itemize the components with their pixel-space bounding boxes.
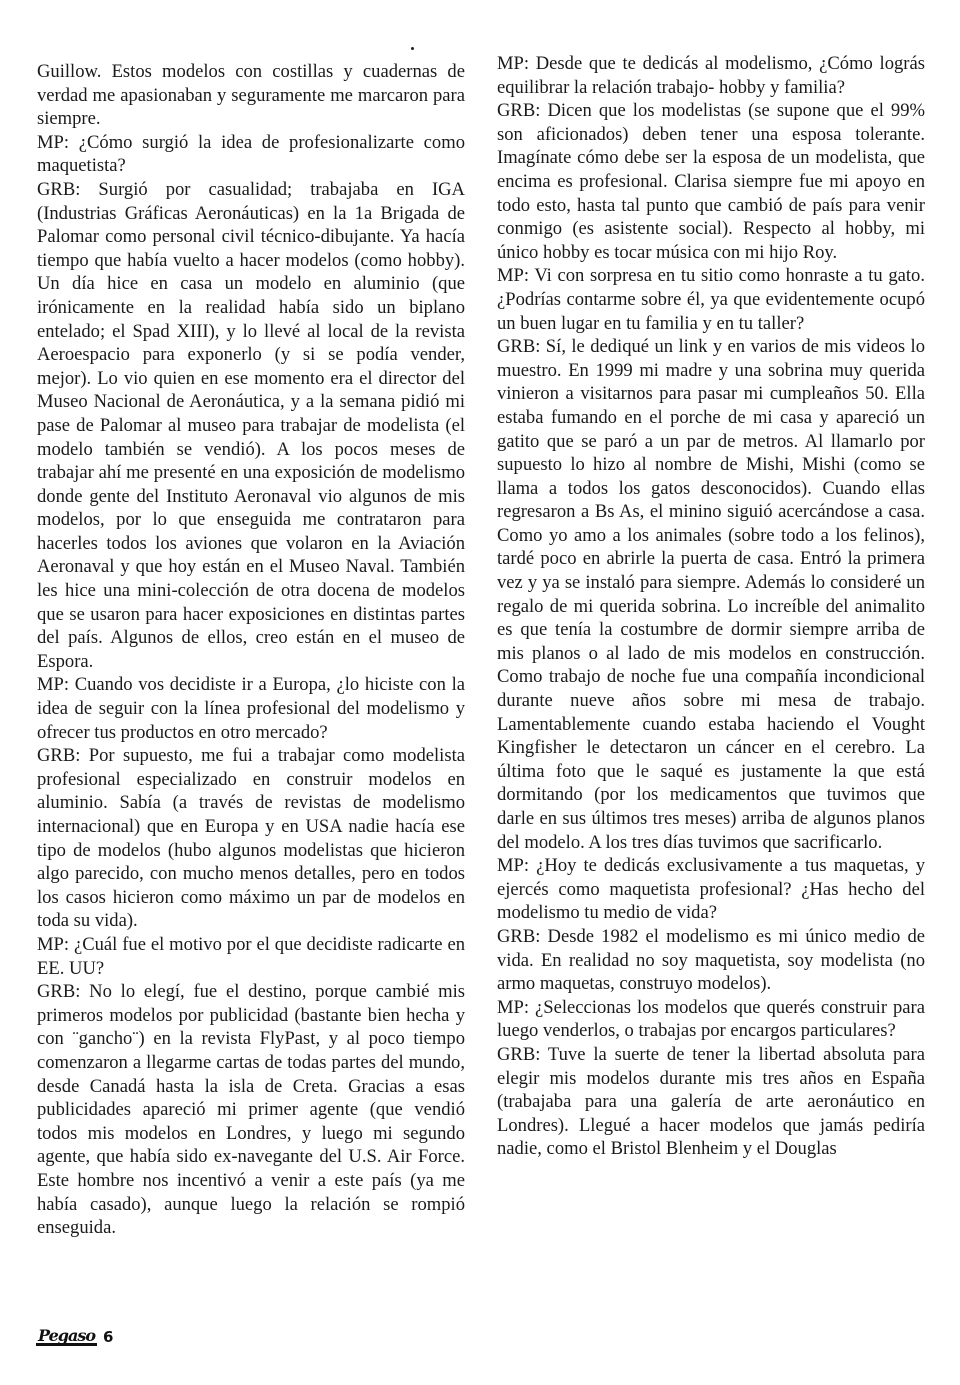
right-text-column	[497, 52, 925, 1161]
interviewee-answer: GRB: No lo elegí, fue el destino, porque cambié mis primeros modelos por publicidad (bastante bien hecha y con ¨gancho¨) en la revista FlyPast, y al poco tiempo comenzaron a llegarme cartas de todas partes del mundo, desde Canadá hasta la isla de Creta. Gracias a esas publicidades apareció mi primer agente (que vendió todos mis modelos en Londres, y luego mi segundo agente, que había sido ex-navegante del U.S. Air Force. Este hombre nos incentivó a venir a este país (ya me había casado), aunque luego la relación se rompió enseguida.	[37, 981, 465, 1239]
interviewee-answer: GRB: Dicen que los modelistas (se supone que el 99% son aficionados) deben tener una esposa tolerante. Imagínate cómo debe ser la esposa de un modelista, que encima es profesional. Clarisa siempre fue mi apoyo en todo esto, hasta tal punto que cambió de país para venir conmigo (es asistente social). Respecto al hobby, mi único hobby es tocar música con mi hijo Roy.	[497, 100, 925, 263]
interviewer-question: MP: ¿Hoy te dedicás exclusivamente a tus maquetas, y ejercés como maquetista profesional? ¿Has hecho del modelismo tu medio de vida?	[497, 855, 925, 924]
page-footer	[36, 1325, 114, 1346]
interviewee-answer: GRB: Sí, le dediqué un link y en varios de mis videos lo muestro. En 1999 mi madre y una sobrina muy querida vinieron a visitarnos para pasar mi cumpleaños 50. Ella estaba fumando en el porche de mi casa y apareció un gatito que se paró a un par de metros. Al llamarlo por supuesto lo hizo al nombre de Mishi, Mishi (como se llama a todos los gatos desconocidos). Cuando ellas regresaron a Bs As, el minino siguió acercándose a casa. Como yo amo a los animales (sobre todo a los felinos), tardé poco en abrirle la puerta de casa. Entró la primera vez y ya se instaló para siempre. Además lo consideré un regalo de mi querida sobrina. Lo increíble del animalito es que tenía la costumbre de dormir siempre arriba de mis planos o al lado de mis modelos en construcción. Como trabajo de noche fue una compañía incondicional durante nueve años sobre mi mesa de trabajo. Lamentablemente cuando estaba haciendo el Vought Kingfisher le detectaron un cáncer en el cerebro. La última foto que le saqué es justamente la que está dormitando (por los medicamentos que tuvimos que darle en sus últimos tres meses) arriba de algunos planos del modelo. A los tres días tuvimos que sacrificarlo.	[497, 336, 925, 853]
magazine-logo: Pegaso	[38, 1325, 96, 1345]
interviewee-answer: GRB: Tuve la suerte de tener la libertad absoluta para elegir mis modelos durante mis tres años en España (trabajaba para una galería de arte aeronáutico en Londres). Llegué a hacer modelos que jamás pediría nadie, como el Bristol Blenheim y el Douglas	[497, 1043, 925, 1160]
paragraph: Guillow. Estos modelos con costillas y cuadernas de verdad me apasionaban y seguramente me marcaron para siempre.	[37, 61, 465, 130]
interviewer-question: MP: ¿Cuál fue el motivo por el que decidiste radicarte en EE. UU?	[37, 933, 465, 979]
print-speck	[411, 47, 414, 50]
left-text-column	[37, 60, 465, 1240]
interviewer-question: MP: Desde que te dedicás al modelismo, ¿Cómo lográs equilibrar la relación trabajo- hobby y familia?	[497, 53, 925, 98]
interviewer-question: MP: Cuando vos decidiste ir a Europa, ¿lo hiciste con la idea de seguir con la línea profesional del modelismo y ofrecer tus productos en otro mercado?	[37, 674, 465, 743]
interviewer-question: MP: ¿Cómo surgió la idea de profesionalizarte como maquetista?	[37, 131, 465, 177]
interviewee-answer: GRB: Surgió por casualidad; trabajaba en IGA (Industrias Gráficas Aeronáuticas) en la 1a Brigada de Palomar como personal civil técnico-dibujante. Ya hacía tiempo que había vuelto a hacer modelos (como hobby). Un día hice en casa un modelo en aluminio (que irónicamente en la realidad había sido un biplano entelado; el Spad XIII), y lo llevé al local de la revista Aeroespacio para exponerlo (y si se podía vender, mejor). Lo vio quien en ese momento era el director del Museo Nacional de Aeronáutica, y a la semana pidió mi pase de Palomar al museo para trabajar de modelista (el modelo también se vendió). A los pocos meses de trabajar ahí me presenté en una exposición de modelismo donde gente del Instituto Aeronaval vio algunos de mis modelos, por lo que enseguida me contrataron para hacerles todos los aviones que volaron en la Aviación Aeronaval y que hoy están en el Museo Naval. También les hice una mini-colección de otra docena de modelos que se usaron para hacer exposiciones en distintas partes del país. Algunos de ellos, creo están en el museo de Espora.	[37, 178, 465, 672]
interviewee-answer: GRB: Por supuesto, me fui a trabajar como modelista profesional especializado en construir modelos en aluminio. Sabía (a través de revistas de modelismo internacional) que en Europa y en USA nadie hacía ese tipo de modelos (hubo algunos modelistas que hicieron algo parecido, con mucho menos detalles, pero en todos los casos hicieron como máximo un par de modelos en toda su vida).	[37, 745, 465, 932]
interviewee-answer: GRB: Desde 1982 el modelismo es mi único medio de vida. En realidad no soy maquetista, soy modelista (no armo maquetas, construyo modelos).	[497, 925, 925, 995]
interviewer-question: MP: ¿Seleccionas los modelos que querés construir para luego venderlos, o trabajas por encargos particulares?	[497, 996, 925, 1042]
interviewer-question: MP: Vi con sorpresa en tu sitio como honraste a tu gato. ¿Podrías contarme sobre él, ya que evidentemente ocupó un buen lugar en tu familia y en tu taller?	[497, 265, 925, 334]
page-number: 6	[103, 1328, 114, 1346]
